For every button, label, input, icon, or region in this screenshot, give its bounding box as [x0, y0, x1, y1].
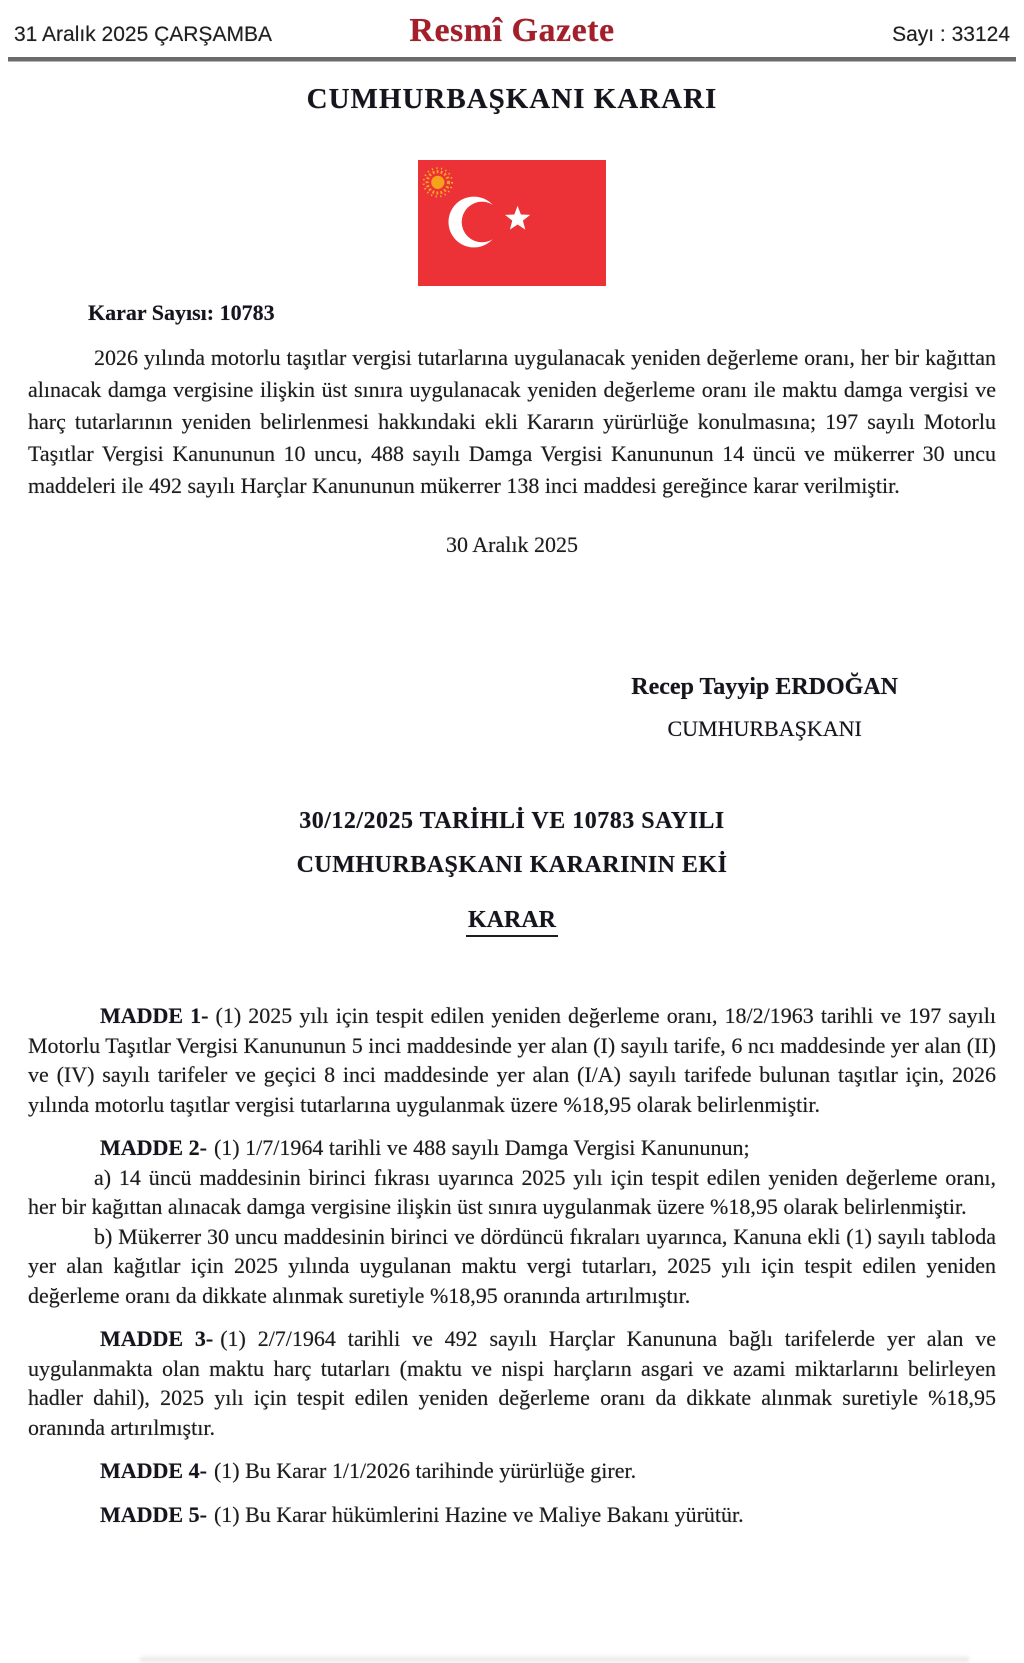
- article-madde-3: [28, 1324, 996, 1442]
- signatory-name: Recep Tayyip ERDOĞAN: [631, 674, 898, 700]
- article-2-text: (1) 1/7/1964 tarihli ve 488 sayılı Damga Vergisi Kanununun;: [213, 1135, 750, 1160]
- article-3-label: MADDE 3-: [100, 1326, 214, 1351]
- signatory-title: CUMHURBAŞKANI: [667, 716, 862, 741]
- annex-title-line-1: 30/12/2025 TARİHLİ VE 10783 SAYILI: [299, 808, 725, 834]
- articles-section: [28, 1001, 996, 1529]
- masthead-divider: [8, 57, 1016, 61]
- annex-title-line-2: CUMHURBAŞKANI KARARININ EKİ: [296, 852, 728, 878]
- article-3-text: (1) 2/7/1964 tarihli ve 492 sayılı Harçlar Kanununa bağlı tarifelerde yer alan ve uygulanmakta olan maktu harç tutarları (maktu ve nispi harçların asgari ve azami miktarlarını belirleyen hadler dahil), 2025 yılı için tespit edilen yeniden değerleme oranı da dikkate alınmak suretiyle %18,95 oranında artırılmıştır.: [28, 1326, 996, 1440]
- gazette-issue-number: Sayı : 33124: [892, 23, 1010, 46]
- decree-date: 30 Aralık 2025: [446, 532, 578, 557]
- article-madde-5: [28, 1500, 996, 1530]
- masthead: [0, 0, 1024, 50]
- article-madde-4: [28, 1456, 996, 1486]
- gazette-title: Resmî Gazete: [409, 12, 615, 49]
- turkish-presidential-flag: [418, 160, 606, 286]
- decree-body-paragraph: 2026 yılında motorlu taşıtlar vergisi tutarlarına uygulanacak yeniden değerleme oranı, her bir kağıttan alınacak damga vergisine ilişkin üst sınıra uygulanacak yeniden değerleme oranı ile maktu damga vergisi ve harç tutarlarının yeniden belirlenmesi hakkındaki ekli Kararın yürürlüğe konulmasına; 197 sayılı Motorlu Taşıtlar Vergisi Kanununun 10 uncu, 488 sayılı Damga Vergisi Kanununun 14 üncü ve mükerrer 30 uncu maddeleri ile 492 sayılı Harçlar Kanununun mükerrer 138 inci maddesi gereğince karar verilmiştir.: [28, 345, 996, 498]
- decision-number: Karar Sayısı: 10783: [88, 300, 275, 325]
- article-4-label: MADDE 4-: [100, 1458, 207, 1483]
- gazette-date: 31 Aralık 2025 ÇARŞAMBA: [14, 23, 272, 46]
- article-4-text: (1) Bu Karar 1/1/2026 tarihinde yürürlüğe girer.: [213, 1458, 637, 1483]
- article-2-subitem-b: b) Mükerrer 30 uncu maddesinin birinci ve dördüncü fıkraları uyarınca, Kanuna ekli (1) sayılı tabloda yer alan kağıtlar için 2025 yılında uygulanan maktu vergi tutarları, 2025 yılı için tespit edilen yeniden değerleme oranı da dikkate alınmak suretiyle %18,95 oranında artırılmıştır.: [28, 1223, 996, 1308]
- article-5-text: (1) Bu Karar hükümlerini Hazine ve Maliye Bakanı yürütür.: [213, 1501, 744, 1527]
- decree-heading: CUMHURBAŞKANI KARARI: [306, 83, 718, 115]
- annex-title: [0, 808, 1024, 879]
- flag-graphic: [418, 160, 606, 286]
- article-2-subitem-a: a) 14 üncü maddesinin birinci fıkrası uyarınca 2025 yılı için tespit edilen yeniden değerleme oranı, her bir kağıttan alınacak damga vergisine ilişkin üst sınıra uygulanmak üzere %18,95 olarak belirlenmiştir.: [28, 1164, 996, 1219]
- article-madde-2: [28, 1133, 996, 1163]
- annex-heading: KARAR: [0, 907, 1024, 937]
- article-1-label: MADDE 1-: [100, 1003, 209, 1028]
- article-2-label: MADDE 2-: [100, 1135, 207, 1160]
- article-1-text: (1) 2025 yılı için tespit edilen yeniden değerleme oranı, 18/2/1963 tarihli ve 197 sayılı Motorlu Taşıtlar Vergisi Kanununun 5 inci maddesinde yer alan (I) sayılı tarife, 6 ncı maddesinde yer alan (II) ve (IV) sayılı tarifeler ve geçici 8 inci maddesinde yer alan (I/A) sayılı tarifede bulunan taşıtlar için, 2026 yılında motorlu taşıtlar vergisi tutarlarına uygulanmak üzere %18,95 olarak belirlenmiştir.: [28, 1003, 997, 1117]
- article-5-label: MADDE 5-: [100, 1501, 207, 1527]
- signature-block: [0, 674, 898, 742]
- article-madde-1: [28, 1001, 996, 1119]
- scan-artifact-smudge: [140, 1657, 969, 1662]
